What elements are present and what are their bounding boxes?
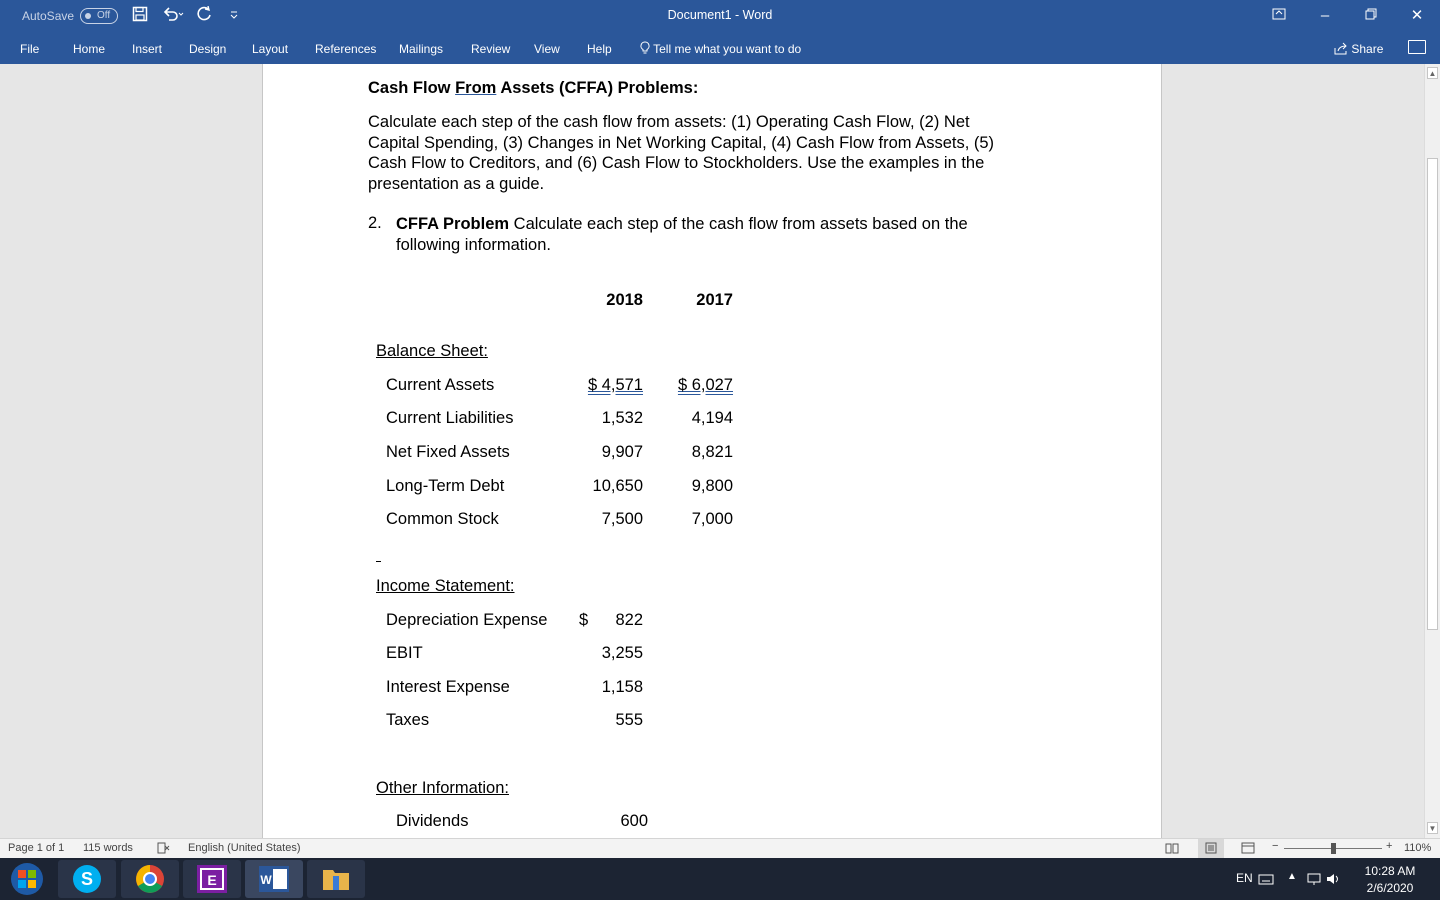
read-mode-icon[interactable] (1165, 842, 1179, 857)
volume-icon[interactable] (1326, 872, 1342, 891)
tab-insert[interactable]: Insert (132, 42, 163, 56)
share-icon (1334, 42, 1348, 55)
page-count[interactable]: Page 1 of 1 (8, 842, 65, 854)
income-statement-label: Income Statement: (376, 577, 515, 595)
balance-row-2017: $ 6,027 (677, 376, 733, 394)
income-row-currency: $ (579, 611, 589, 629)
income-row-value: 555 (615, 711, 643, 729)
zoom-slider-handle[interactable] (1331, 843, 1336, 854)
word-count[interactable]: 115 words (83, 842, 133, 854)
restore-icon[interactable] (1348, 0, 1394, 32)
balance-row-2018: 9,907 (601, 443, 643, 461)
ribbon-tabs (0, 32, 1440, 64)
input-language[interactable]: EN (1236, 871, 1253, 885)
title-bar (0, 0, 1440, 32)
balance-row-2018: 1,532 (601, 409, 643, 427)
tab-home[interactable]: Home (73, 42, 106, 56)
tell-me-box[interactable] (640, 41, 801, 56)
zoom-in-icon[interactable]: + (1386, 840, 1393, 852)
balance-row-label: Current Assets (386, 376, 495, 394)
tab-help[interactable]: Help (587, 42, 612, 56)
balance-row-2018: 7,500 (601, 510, 643, 528)
tab-mailings[interactable]: Mailings (399, 42, 444, 56)
status-bar (0, 838, 1440, 858)
print-layout-icon[interactable] (1198, 839, 1224, 858)
balance-row-2017: 9,800 (691, 477, 733, 495)
income-row-label: Taxes (386, 711, 430, 729)
other-information-label: Other Information: (376, 779, 509, 797)
window-title: Document1 - Word (667, 8, 773, 22)
word-taskbar-icon[interactable] (245, 860, 303, 898)
balance-row-label: Long-Term Debt (386, 477, 505, 495)
autosave-toggle[interactable]: Off (80, 8, 118, 24)
problem-number: 2. (368, 214, 382, 232)
start-button[interactable] (0, 860, 54, 898)
lightbulb-icon (640, 41, 650, 55)
balance-row-label: Common Stock (386, 510, 499, 528)
tab-layout[interactable]: Layout (252, 42, 289, 56)
autosave-label: AutoSave (22, 9, 75, 23)
proofing-icon[interactable] (157, 842, 171, 857)
other-row-value: 600 (620, 812, 648, 830)
balance-row-2017: 8,821 (691, 443, 733, 461)
close-icon[interactable]: ✕ (1410, 7, 1424, 24)
other-row-label: Dividends (396, 812, 469, 830)
zoom-level[interactable]: 110% (1404, 842, 1432, 854)
scrollbar-thumb[interactable] (1427, 158, 1438, 630)
keyboard-icon[interactable] (1258, 872, 1274, 890)
share-button[interactable] (1334, 42, 1383, 56)
income-row-label: Interest Expense (386, 678, 510, 696)
balance-row-2017: 7,000 (691, 510, 733, 528)
share-label: Share (1351, 42, 1384, 56)
ribbon-display-options-icon[interactable] (1256, 0, 1302, 32)
document-area[interactable] (0, 64, 1424, 838)
balance-sheet-label: Balance Sheet: (376, 342, 488, 360)
income-row-label: Depreciation Expense (386, 611, 548, 629)
show-hidden-icons-icon[interactable]: ▲ (1287, 871, 1297, 882)
paragraph-mark (376, 561, 381, 562)
document-page[interactable] (262, 64, 1162, 838)
balance-row-2018: 10,650 (592, 477, 643, 495)
svg-text:S: S (80, 869, 94, 889)
language-indicator[interactable]: English (United States) (188, 842, 301, 854)
comments-icon[interactable] (1408, 40, 1426, 54)
balance-row-label: Current Liabilities (386, 409, 514, 427)
minimize-icon[interactable]: – (1320, 7, 1330, 24)
web-layout-icon[interactable] (1241, 842, 1255, 857)
balance-row-2017: 4,194 (691, 409, 733, 427)
tab-view[interactable]: View (534, 42, 560, 56)
clock-date[interactable]: 2/6/2020 (1366, 881, 1414, 895)
network-icon[interactable] (1306, 872, 1322, 891)
vertical-scrollbar[interactable] (1424, 64, 1440, 838)
year-2018-header: 2018 (606, 291, 643, 309)
chrome-taskbar-icon[interactable] (121, 860, 179, 898)
balance-row-label: Net Fixed Assets (386, 443, 510, 461)
page-heading: Cash Flow From Assets (CFFA) Problems: (368, 79, 699, 97)
tab-references[interactable]: References (315, 42, 377, 56)
balance-row-2018: $ 4,571 (587, 376, 643, 394)
zoom-out-icon[interactable]: − (1272, 840, 1279, 852)
tab-design[interactable]: Design (189, 42, 227, 56)
tell-me-label: Tell me what you want to do (653, 42, 802, 56)
svg-text:E: E (207, 872, 217, 888)
file-explorer-taskbar-icon[interactable] (307, 860, 365, 898)
year-2017-header: 2017 (696, 291, 733, 309)
scroll-up-icon[interactable]: ▲ (1428, 69, 1437, 78)
svg-text:W: W (260, 873, 272, 887)
income-row-value: 822 (615, 611, 643, 629)
skype-taskbar-icon[interactable] (58, 860, 116, 898)
income-row-value: 3,255 (601, 644, 643, 662)
intro-paragraph: Calculate each step of the cash flow from assets: (1) Operating Cash Flow, (2) Net Capital Spending, (3) Changes in Net Working Capital, (4) Cash Flow from Assets, (5) Cash Flow to Creditors, and (6) Cash Flow to Stockholders. Use the examples in the presentation as a guide. (368, 113, 995, 194)
scroll-down-icon[interactable]: ▼ (1428, 824, 1437, 833)
problem-text: CFFA Problem Calculate each step of the cash flow from assets based on the following information. (396, 215, 968, 254)
income-row-label: EBIT (386, 644, 423, 662)
income-row-value: 1,158 (601, 678, 643, 696)
app-taskbar-icon[interactable] (183, 860, 241, 898)
tab-file[interactable]: File (20, 42, 40, 56)
clock-time[interactable]: 10:28 AM (1364, 864, 1416, 878)
tab-review[interactable]: Review (471, 42, 511, 56)
windows-taskbar (0, 858, 1440, 900)
